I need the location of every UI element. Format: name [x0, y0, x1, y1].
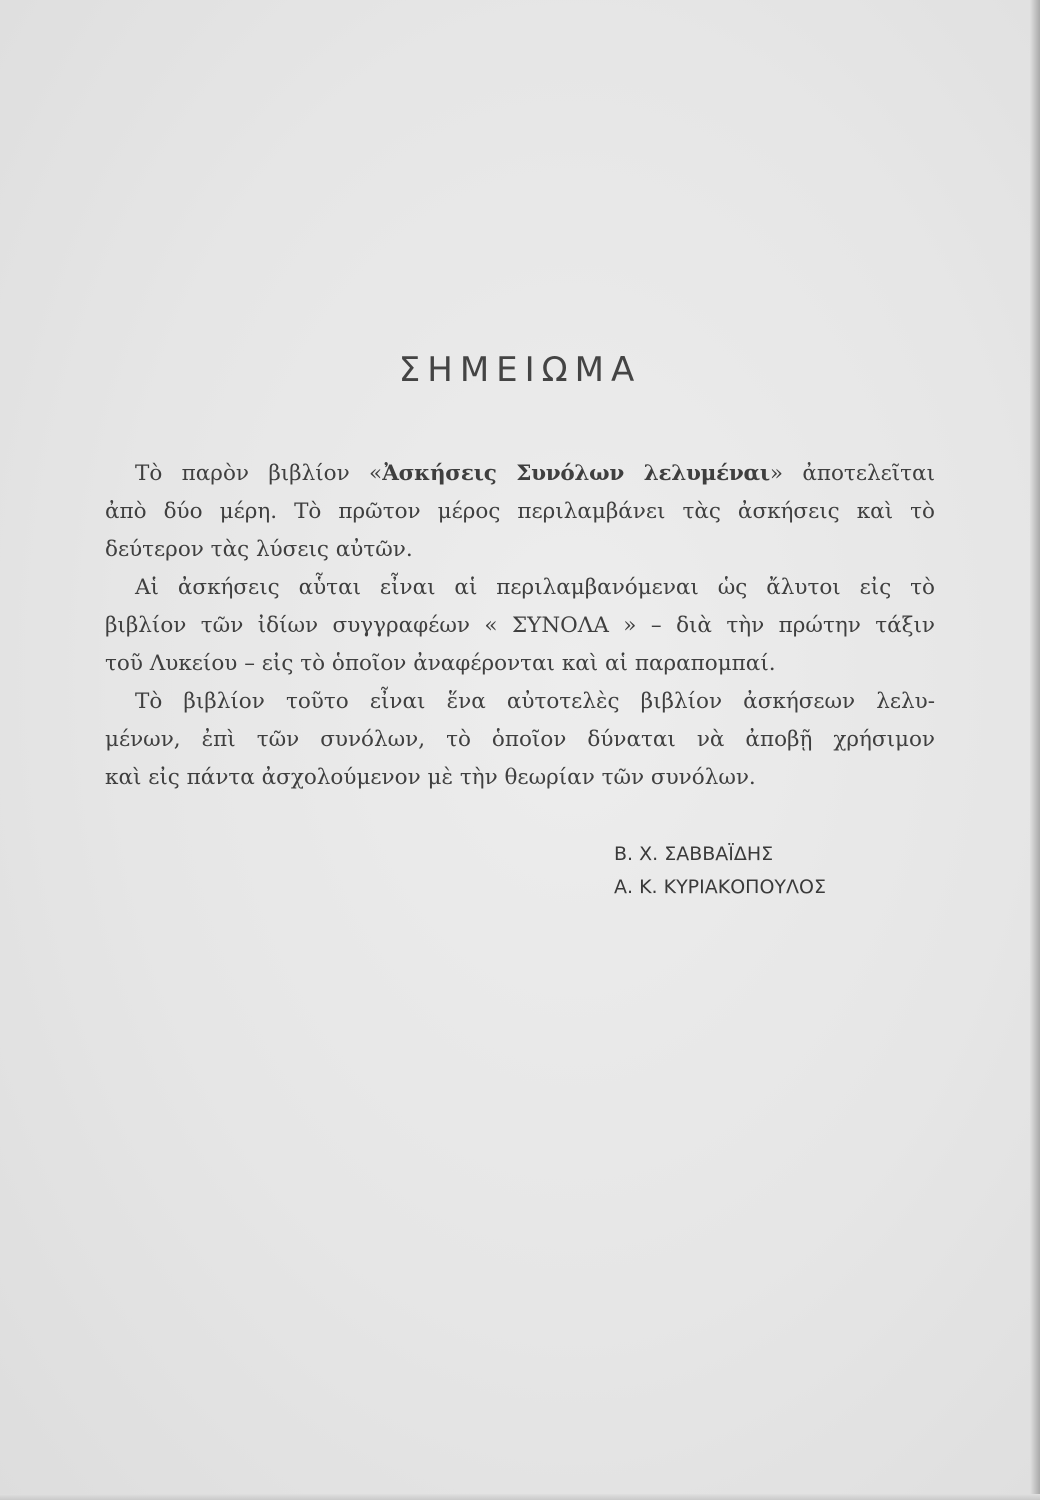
paragraph-1-line-1 — [105, 455, 935, 493]
book-title-emphasis: Ἀσκήσεις Συνόλων λελυμέναι — [382, 461, 770, 486]
note-body — [105, 455, 935, 797]
paragraph-2-line-3: τοῦ Λυκείου – εἰς τὸ ὁποῖον ἀναφέρονται καὶ αἱ παραπομπαί. — [105, 651, 776, 676]
line-text: » ἀποτελεῖται — [769, 461, 935, 486]
author-2: Α. Κ. ΚΥΡΙΑΚΟΠΟΥΛΟΣ — [614, 876, 826, 898]
paragraph-3-line-1: Τὸ βιβλίον τοῦτο εἶναι ἕνα αὐτοτελὲς βιβλίον ἀσκήσεων λελυ- — [135, 689, 935, 714]
paragraph-3-line-2: μένων, ἐπὶ τῶν συνόλων, τὸ ὁποῖον δύναται νὰ ἀποβῇ χρήσιμον — [105, 727, 935, 752]
line-text: Τὸ παρὸν βιβλίον « — [135, 461, 383, 486]
author-signatures — [614, 838, 826, 904]
page-edge-bottom — [0, 1494, 1040, 1500]
paragraph-2-line-2: βιβλίον τῶν ἰδίων συγγραφέων « ΣΥΝΟΛΑ » – διὰ τὴν πρώτην τάξιν — [105, 613, 935, 638]
page-edge-right — [1030, 0, 1040, 1500]
paragraph-3-line-3: καὶ εἰς πάντα ἀσχολούμενον μὲ τὴν θεωρίαν τῶν συνόλων. — [105, 765, 756, 790]
paragraph-1-line-2: ἀπὸ δύο μέρη. Τὸ πρῶτον μέρος περιλαμβάνει τὰς ἀσκήσεις καὶ τὸ — [105, 499, 935, 524]
paragraph-2-line-1: Αἱ ἀσκήσεις αὗται εἶναι αἱ περιλαμβανόμεναι ὡς ἄλυτοι εἰς τὸ — [135, 575, 935, 600]
page-title: ΣΗΜΕΙΩΜΑ — [398, 350, 642, 390]
paragraph-1-line-3: δεύτερον τὰς λύσεις αὐτῶν. — [105, 537, 413, 562]
author-1: Β. Χ. ΣΑΒΒΑΪΔΗΣ — [614, 843, 774, 865]
